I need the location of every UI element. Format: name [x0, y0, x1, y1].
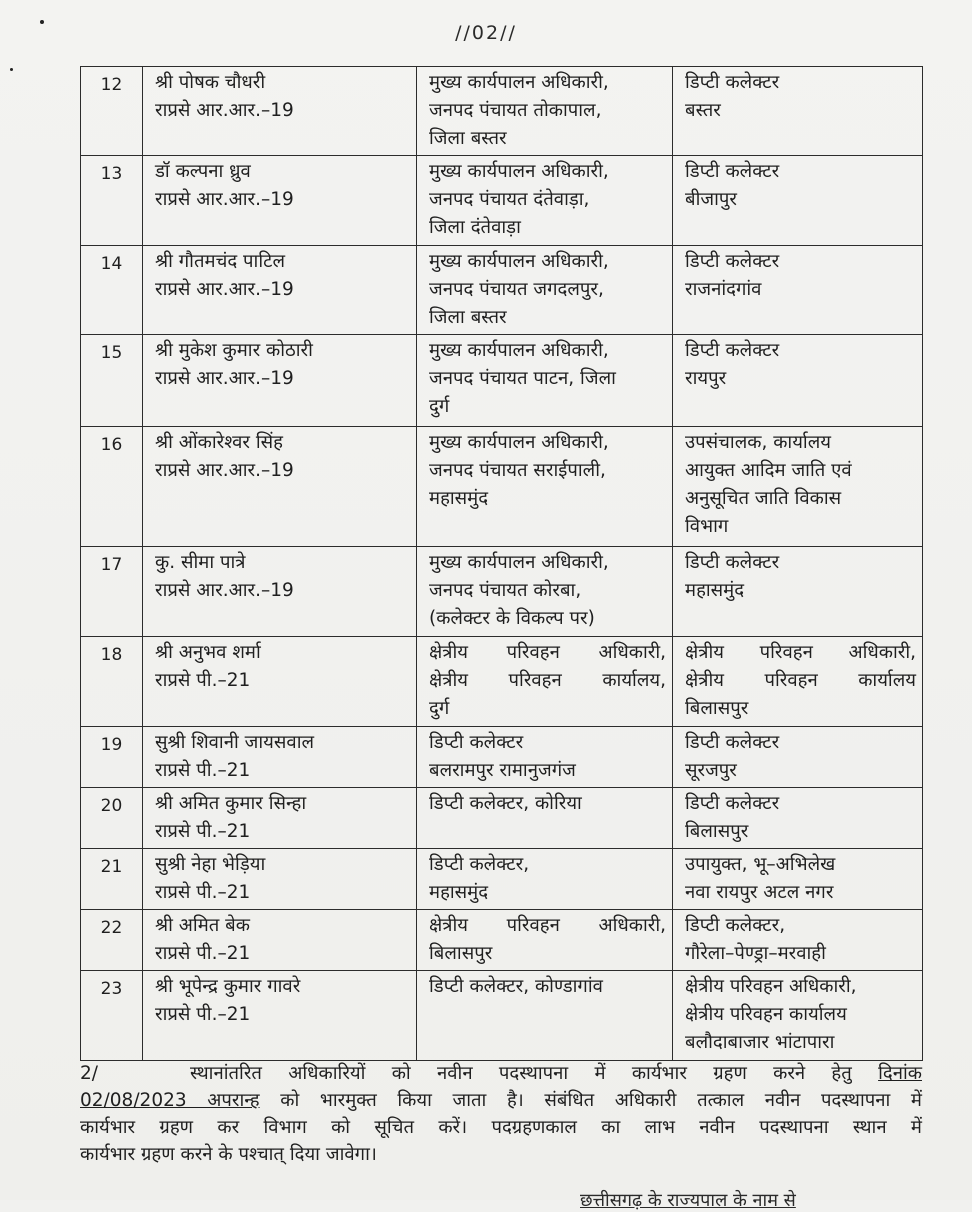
officer-name-cell-line: राप्रसे पी.–21	[155, 760, 251, 781]
current-posting-cell-line: जिला दंतेवाड़ा	[429, 217, 521, 238]
current-posting-cell-line: जिला बस्तर	[429, 128, 507, 149]
new-posting-cell	[673, 910, 923, 971]
current-posting-cell	[417, 637, 673, 727]
current-posting-cell-line: दुर्ग	[429, 396, 450, 417]
relieving-date: 02/08/2023 अपरान्ह	[80, 1090, 260, 1111]
officer-name-cell-line: राप्रसे आर.आर.–19	[155, 100, 294, 121]
new-posting-cell-line: क्षेत्रीय परिवहन अधिकारी,	[685, 642, 916, 663]
officer-name-cell-line: श्री गौतमचंद पाटिल	[155, 251, 285, 272]
new-posting-cell-line: विभाग	[685, 516, 729, 537]
serial-number-cell: 12	[81, 67, 143, 156]
current-posting-cell-line: मुख्य कार्यपालन अधिकारी,	[429, 72, 609, 93]
officer-name-cell-line: राप्रसे आर.आर.–19	[155, 279, 294, 300]
current-posting-cell	[417, 910, 673, 971]
current-posting-cell-line: जनपद पंचायत सराईपाली,	[429, 460, 606, 481]
officer-name-cell	[143, 547, 417, 637]
officer-name-cell	[143, 67, 417, 156]
current-posting-cell-line: क्षेत्रीय परिवहन कार्यालय,	[429, 670, 666, 691]
new-posting-cell-line: सूरजपुर	[685, 760, 737, 781]
officer-name-cell-line: राप्रसे पी.–21	[155, 882, 251, 903]
current-posting-cell	[417, 427, 673, 547]
serial-number-cell: 18	[81, 637, 143, 727]
officer-name-cell-line: श्री भूपेन्द्र कुमार गावरे	[155, 976, 301, 997]
current-posting-cell-line: जनपद पंचायत पाटन, जिला	[429, 368, 616, 389]
officer-name-cell-line: सुश्री शिवानी जायसवाल	[155, 732, 315, 753]
transfer-table	[80, 66, 923, 1061]
new-posting-cell	[673, 727, 923, 788]
officer-name-cell-line: श्री अमित बेक	[155, 915, 250, 936]
current-posting-cell-line: जनपद पंचायत कोरबा,	[429, 580, 582, 601]
new-posting-cell-line: राजनांदगांव	[685, 279, 762, 300]
new-posting-cell	[673, 246, 923, 335]
new-posting-cell-line: बस्तर	[685, 100, 721, 121]
officer-name-cell	[143, 910, 417, 971]
new-posting-cell-line: बिलासपुर	[685, 698, 749, 719]
new-posting-cell-line: आयुक्त आदिम जाति एवं	[685, 460, 852, 481]
current-posting-cell-line: दुर्ग	[429, 698, 450, 719]
current-posting-cell-line: मुख्य कार्यपालन अधिकारी,	[429, 251, 609, 272]
new-posting-cell-line: महासमुंद	[685, 580, 745, 601]
officer-name-cell-line: श्री अमित कुमार सिन्हा	[155, 793, 307, 814]
new-posting-cell-line: क्षेत्रीय परिवहन कार्यालय	[685, 670, 916, 691]
officer-name-cell-line: श्री अनुभव शर्मा	[155, 642, 261, 663]
new-posting-cell-line: डिप्टी कलेक्टर	[685, 251, 780, 272]
current-posting-cell-line: डिप्टी कलेक्टर	[429, 732, 524, 753]
serial-number-cell: 20	[81, 788, 143, 849]
current-posting-cell-line: बिलासपुर	[429, 943, 493, 964]
new-posting-cell	[673, 637, 923, 727]
officer-name-cell	[143, 156, 417, 246]
table-row	[81, 547, 923, 637]
serial-number-cell: 16	[81, 427, 143, 547]
officer-name-cell-line: श्री मुकेश कुमार कोठारी	[155, 340, 313, 361]
officer-name-cell-line: सुश्री नेहा भेड़िया	[155, 854, 266, 875]
new-posting-cell-line: डिप्टी कलेक्टर	[685, 72, 780, 93]
officer-name-cell-line: राप्रसे आर.आर.–19	[155, 368, 294, 389]
paragraph-text: स्थानांतरित अधिकारियों को नवीन पदस्थापना में कार्यभार ग्रहण करने हेतु	[190, 1063, 852, 1084]
current-posting-cell	[417, 246, 673, 335]
serial-number-cell: 21	[81, 849, 143, 910]
officer-name-cell-line: श्री ओंकारेश्वर सिंह	[155, 432, 283, 453]
current-posting-cell-line: मुख्य कार्यपालन अधिकारी,	[429, 552, 609, 573]
officer-name-cell	[143, 246, 417, 335]
new-posting-cell-line: डिप्टी कलेक्टर	[685, 552, 780, 573]
table-row	[81, 637, 923, 727]
new-posting-cell	[673, 335, 923, 427]
current-posting-cell-line: डिप्टी कलेक्टर, कोण्डागांव	[429, 976, 603, 997]
new-posting-cell-line: उपसंचालक, कार्यालय	[685, 432, 831, 453]
new-posting-cell	[673, 971, 923, 1061]
serial-number-cell: 13	[81, 156, 143, 246]
transfer-table-body	[81, 67, 923, 1061]
current-posting-cell-line: महासमुंद	[429, 488, 489, 509]
current-posting-cell	[417, 971, 673, 1061]
scan-speck	[10, 68, 13, 71]
officer-name-cell-line: राप्रसे आर.आर.–19	[155, 460, 294, 481]
new-posting-cell-line: क्षेत्रीय परिवहन कार्यालय	[685, 1004, 847, 1025]
new-posting-cell-line: रायपुर	[685, 368, 727, 389]
current-posting-cell	[417, 67, 673, 156]
officer-name-cell-line: राप्रसे पी.–21	[155, 943, 251, 964]
current-posting-cell-line: क्षेत्रीय परिवहन अधिकारी,	[429, 915, 666, 936]
new-posting-cell-line: डिप्टी कलेक्टर	[685, 161, 780, 182]
new-posting-cell-line: बिलासपुर	[685, 821, 749, 842]
new-posting-cell-line: क्षेत्रीय परिवहन अधिकारी,	[685, 976, 857, 997]
current-posting-cell-line: मुख्य कार्यपालन अधिकारी,	[429, 161, 609, 182]
new-posting-cell-line: डिप्टी कलेक्टर	[685, 793, 780, 814]
current-posting-cell-line: जनपद पंचायत दंतेवाड़ा,	[429, 189, 590, 210]
serial-number-cell: 19	[81, 727, 143, 788]
current-posting-cell-line: क्षेत्रीय परिवहन अधिकारी,	[429, 642, 666, 663]
officer-name-cell	[143, 849, 417, 910]
new-posting-cell	[673, 788, 923, 849]
current-posting-cell-line: मुख्य कार्यपालन अधिकारी,	[429, 432, 609, 453]
officer-name-cell-line: राप्रसे आर.आर.–19	[155, 580, 294, 601]
new-posting-cell	[673, 427, 923, 547]
new-posting-cell-line: डिप्टी कलेक्टर,	[685, 915, 786, 936]
new-posting-cell-line: अनुसूचित जाति विकास	[685, 488, 842, 509]
officer-name-cell-line: राप्रसे पी.–21	[155, 670, 251, 691]
current-posting-cell-line: डिप्टी कलेक्टर, कोरिया	[429, 793, 582, 814]
paragraph-line	[80, 1087, 922, 1114]
current-posting-cell	[417, 788, 673, 849]
current-posting-cell	[417, 335, 673, 427]
officer-name-cell-line: राप्रसे पी.–21	[155, 821, 251, 842]
new-posting-cell	[673, 849, 923, 910]
current-posting-cell	[417, 849, 673, 910]
current-posting-cell	[417, 727, 673, 788]
signature-block-cutoff: छत्तीसगढ़ के राज्यपाल के नाम से	[580, 1190, 796, 1211]
table-row	[81, 910, 923, 971]
new-posting-cell	[673, 156, 923, 246]
paragraph-line	[80, 1060, 922, 1087]
officer-name-cell-line: डॉ कल्पना ध्रुव	[155, 161, 251, 182]
paragraph-line: कार्यभार ग्रहण कर विभाग को सूचित करें। पदग्रहणकाल का लाभ नवीन पदस्थापना स्थान में	[80, 1117, 922, 1138]
serial-number-cell: 14	[81, 246, 143, 335]
current-posting-cell	[417, 156, 673, 246]
current-posting-cell-line: जनपद पंचायत जगदलपुर,	[429, 279, 604, 300]
new-posting-cell-line: गौरेला–पेण्ड्रा–मरवाही	[685, 943, 826, 964]
relieving-paragraph	[80, 1060, 922, 1168]
officer-name-cell	[143, 971, 417, 1061]
table-row	[81, 788, 923, 849]
officer-name-cell-line: श्री पोषक चौधरी	[155, 72, 266, 93]
table-row	[81, 335, 923, 427]
new-posting-cell-line: बलौदाबाजार भांटापारा	[685, 1032, 835, 1053]
officer-name-cell-line: राप्रसे आर.आर.–19	[155, 189, 294, 210]
officer-name-cell	[143, 637, 417, 727]
date-label: दिनांक	[878, 1063, 922, 1084]
current-posting-cell-line: मुख्य कार्यपालन अधिकारी,	[429, 340, 609, 361]
serial-number-cell: 23	[81, 971, 143, 1061]
new-posting-cell-line: नवा रायपुर अटल नगर	[685, 882, 834, 903]
serial-number-cell: 22	[81, 910, 143, 971]
current-posting-cell-line: डिप्टी कलेक्टर,	[429, 854, 530, 875]
new-posting-cell-line: डिप्टी कलेक्टर	[685, 732, 780, 753]
officer-name-cell	[143, 788, 417, 849]
current-posting-cell	[417, 547, 673, 637]
paragraph-number: 2/	[80, 1063, 99, 1084]
serial-number-cell: 17	[81, 547, 143, 637]
table-row	[81, 156, 923, 246]
new-posting-cell	[673, 67, 923, 156]
current-posting-cell-line: महासमुंद	[429, 882, 489, 903]
new-posting-cell	[673, 547, 923, 637]
serial-number-cell: 15	[81, 335, 143, 427]
current-posting-cell-line: जिला बस्तर	[429, 307, 507, 328]
new-posting-cell-line: उपायुक्त, भू–अभिलेख	[685, 854, 836, 875]
table-row	[81, 67, 923, 156]
table-row	[81, 246, 923, 335]
current-posting-cell-line: जनपद पंचायत तोकापाल,	[429, 100, 602, 121]
officer-name-cell	[143, 427, 417, 547]
paragraph-text: को भारमुक्त किया जाता है। संबंधित अधिकारी तत्काल नवीन पदस्थापना में	[280, 1090, 922, 1111]
table-row	[81, 849, 923, 910]
table-row	[81, 427, 923, 547]
page-number: //02//	[455, 22, 517, 44]
current-posting-cell-line: बलरामपुर रामानुजगंज	[429, 760, 576, 781]
new-posting-cell-line: बीजापुर	[685, 189, 737, 210]
officer-name-cell	[143, 335, 417, 427]
officer-name-cell-line: कु. सीमा पात्रे	[155, 552, 246, 573]
paragraph-line: कार्यभार ग्रहण करने के पश्चात् दिया जावेगा।	[80, 1144, 377, 1165]
officer-name-cell	[143, 727, 417, 788]
officer-name-cell-line: राप्रसे पी.–21	[155, 1004, 251, 1025]
new-posting-cell-line: डिप्टी कलेक्टर	[685, 340, 780, 361]
table-row	[81, 727, 923, 788]
table-row	[81, 971, 923, 1061]
current-posting-cell-line: (कलेक्टर के विकल्प पर)	[429, 608, 595, 629]
